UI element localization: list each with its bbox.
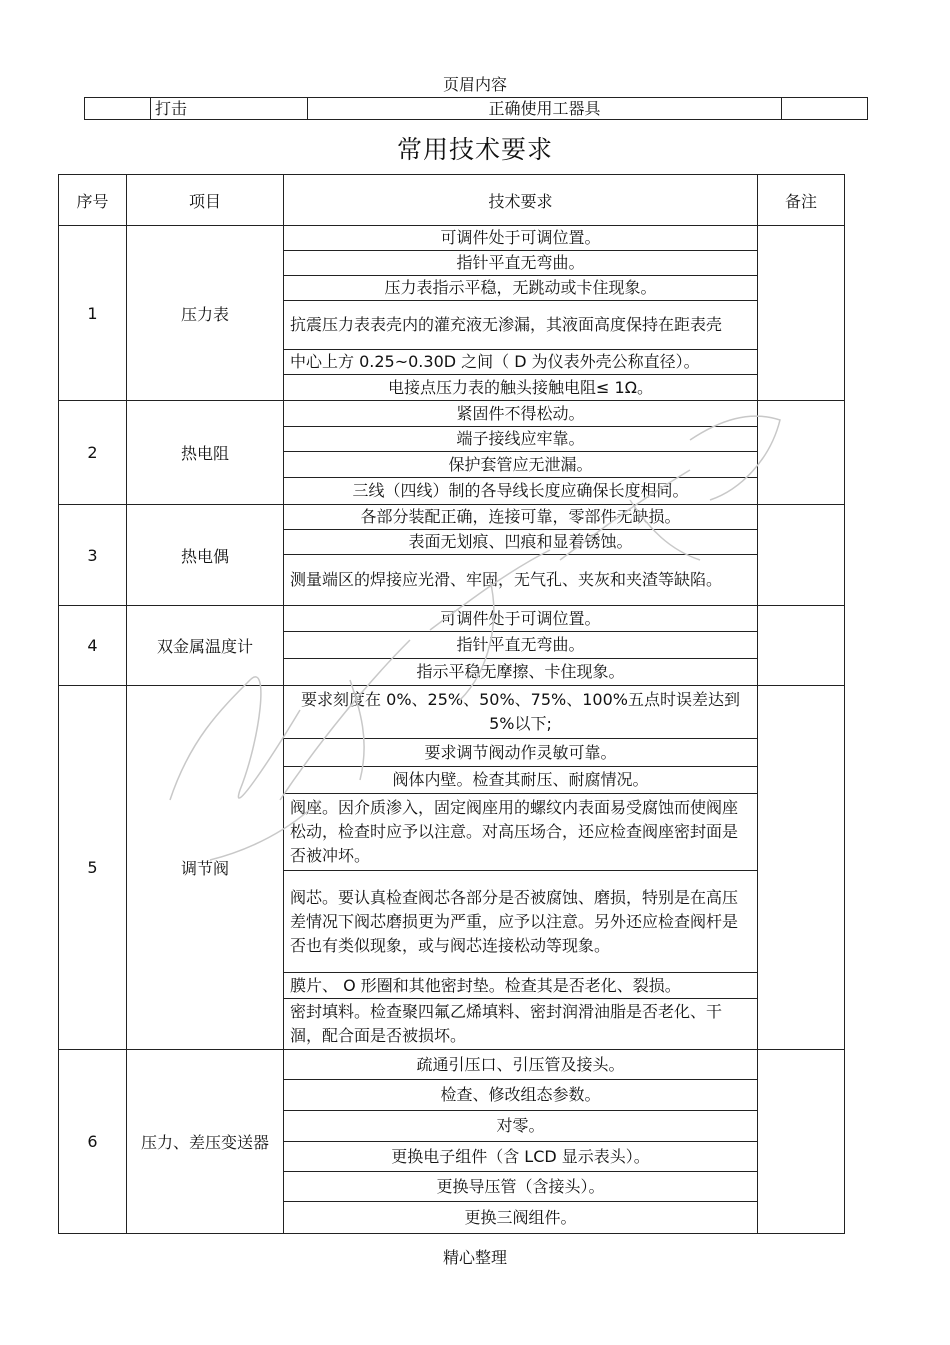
requirement-list — [284, 1050, 758, 1234]
page-footer: 精心整理 — [442, 1248, 507, 1267]
header-note: 备注 — [758, 175, 845, 226]
requirement-list — [284, 505, 758, 606]
row-seq: 1 — [59, 226, 127, 401]
row-note — [758, 226, 845, 401]
row-note — [758, 686, 845, 1050]
requirement-item: 测量端区的焊接应光滑、牢固，无气孔、夹灰和夹渣等缺陷。 — [290, 570, 723, 589]
top-cell-4 — [782, 98, 868, 120]
table-row — [59, 1050, 845, 1234]
requirement-item: 疏通引压口、引压管及接头。 — [284, 1050, 757, 1080]
row-seq: 4 — [59, 606, 127, 686]
requirements-table — [58, 174, 845, 1234]
table-row — [59, 505, 845, 606]
row-item: 压力、差压变送器 — [127, 1050, 284, 1234]
row-note — [758, 401, 845, 505]
top-row-table — [84, 97, 868, 120]
requirement-list — [284, 686, 758, 1050]
header-item: 项目 — [127, 175, 284, 226]
requirement-item: 阀座。因介质渗入，固定阀座用的螺纹内表面易受腐蚀而使阀座松动，检查时应予以注意。对高压场合，还应检查阀座密封面是否被冲坏。 — [284, 794, 757, 871]
row-seq: 6 — [59, 1050, 127, 1234]
requirement-item: 中心上方 0.25~0.30D 之间（ D 为仪表外壳公称直径）。 — [284, 350, 757, 375]
requirement-item: 指针平直无弯曲。 — [284, 251, 757, 276]
requirement-item: 抗震压力表表壳内的灌充液无渗漏，其液面高度保持在距表壳 — [284, 301, 757, 350]
table-row — [59, 226, 845, 401]
requirement-item: 压力表指示平稳，无跳动或卡住现象。 — [284, 276, 757, 301]
requirement-item: 指针平直无弯曲。 — [284, 632, 757, 659]
requirement-item: 阀芯。要认真检查阀芯各部分是否被腐蚀、磨损，特别是在高压差情况下阀芯磨损更为严重，应予以注意。另外还应检查阀杆是否也有类似现象，或与阀芯连接松动等现象。 — [284, 871, 757, 973]
requirement-item: 要求刻度在 0%、25%、50%、75%、100%五点时误差达到 5%以下; — [284, 686, 757, 739]
row-item: 热电偶 — [127, 505, 284, 606]
requirement-item: 要求调节阀动作灵敏可靠。 — [284, 739, 757, 767]
requirement-list — [284, 226, 758, 401]
requirement-item: 检查、修改组态参数。 — [284, 1080, 757, 1111]
requirement-item: 膜片、 O 形圈和其他密封垫。检查其是否老化、裂损。 — [284, 973, 757, 999]
requirement-item: 指示平稳无摩擦、卡住现象。 — [416, 662, 625, 681]
table-row — [59, 606, 845, 686]
requirement-item: 电接点压力表的触头接触电阻≤ 1Ω。 — [388, 377, 653, 397]
requirement-item: 阀体内壁。检查其耐压、耐腐情况。 — [284, 767, 757, 794]
requirement-item: 三线（四线）制的各导线长度应确保长度相同。 — [352, 481, 689, 500]
row-item: 热电阻 — [127, 401, 284, 505]
row-item: 双金属温度计 — [127, 606, 284, 686]
requirement-item: 表面无划痕、凹痕和显着锈蚀。 — [284, 530, 757, 555]
table-body — [59, 226, 845, 1234]
requirement-list — [284, 401, 758, 505]
requirement-item: 更换三阀组件。 — [464, 1207, 577, 1227]
row-seq: 5 — [59, 686, 127, 1050]
requirement-item: 紧固件不得松动。 — [284, 401, 757, 427]
requirement-item: 保护套管应无泄漏。 — [284, 452, 757, 478]
requirement-item: 密封填料。检查聚四氟乙烯填料、密封润滑油脂是否老化、干涸，配合面是否被损坏。 — [290, 1002, 723, 1045]
requirement-item: 可调件处于可调位置。 — [284, 226, 757, 251]
requirement-list — [284, 606, 758, 686]
row-note — [758, 606, 845, 686]
table-row — [85, 98, 868, 120]
row-item: 压力表 — [127, 226, 284, 401]
top-cell-2: 打击 — [151, 98, 308, 120]
row-note — [758, 505, 845, 606]
table-row — [59, 401, 845, 505]
requirement-item: 各部分装配正确，连接可靠，零部件无缺损。 — [284, 505, 757, 530]
header-requirement: 技术要求 — [284, 175, 758, 226]
row-item: 调节阀 — [127, 686, 284, 1050]
requirement-item: 对零。 — [284, 1111, 757, 1142]
requirement-item: 可调件处于可调位置。 — [284, 606, 757, 632]
page-header: 页眉内容 — [442, 75, 507, 94]
table-header-row — [59, 175, 845, 226]
row-note — [758, 1050, 845, 1234]
document-title: 常用技术要求 — [396, 135, 553, 164]
requirement-item: 更换电子组件（含 LCD 显示表头）。 — [284, 1142, 757, 1172]
row-seq: 3 — [59, 505, 127, 606]
header-seq: 序号 — [59, 175, 127, 226]
requirement-item: 更换导压管（含接头）。 — [284, 1172, 757, 1202]
top-cell-3: 正确使用工器具 — [308, 98, 782, 120]
table-row — [59, 686, 845, 1050]
row-seq: 2 — [59, 401, 127, 505]
top-cell-1 — [85, 98, 151, 120]
requirement-item: 端子接线应牢靠。 — [284, 427, 757, 452]
